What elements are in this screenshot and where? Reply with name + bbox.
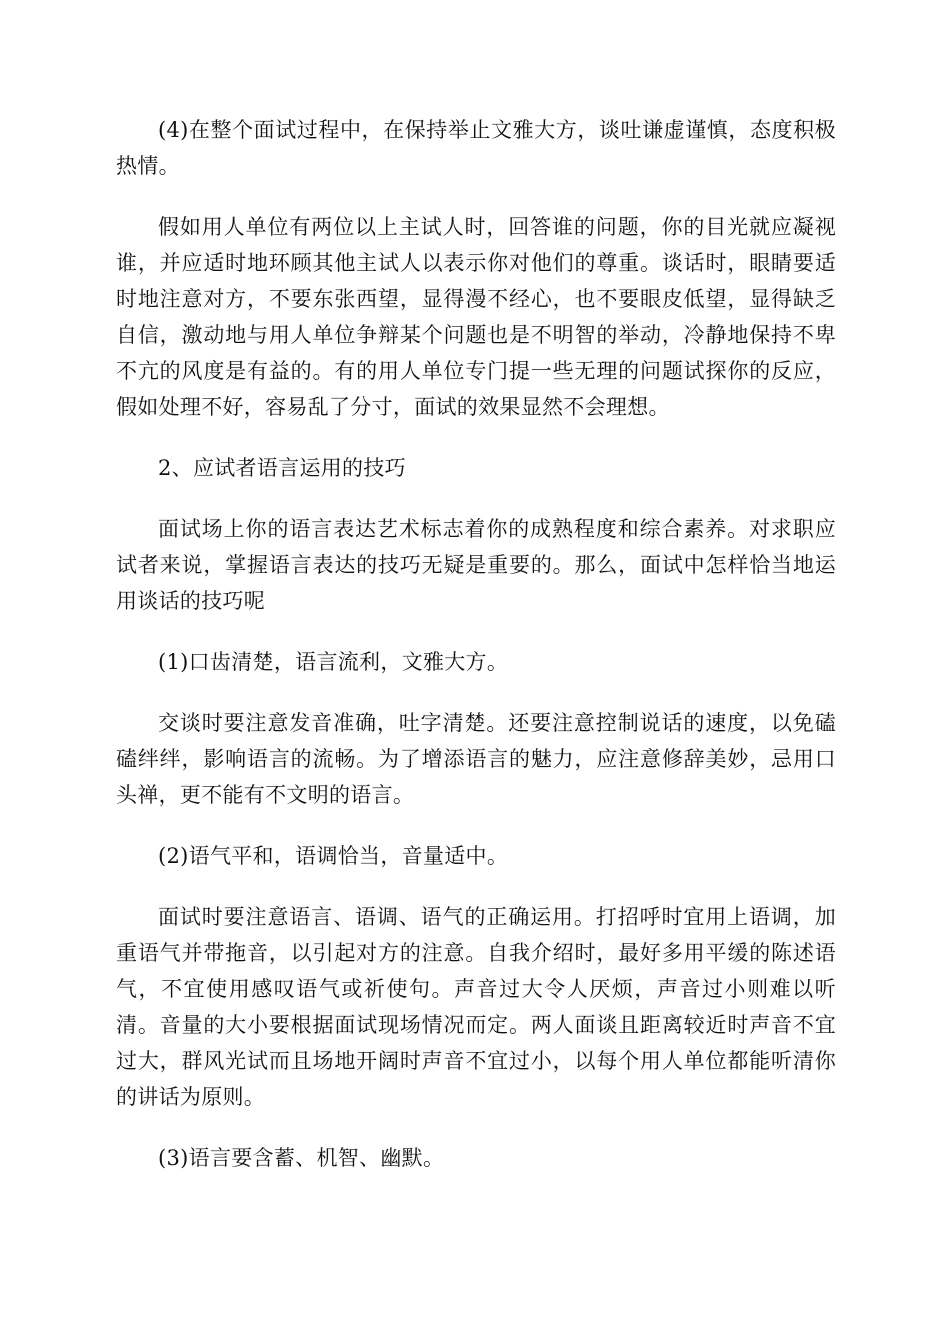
paragraph-item-3: (3)语言要含蓄、机智、幽默。 [158,1146,445,1170]
section-heading-language-skills: 2、应试者语言运用的技巧 [158,456,406,480]
document-body [116,112,836,1201]
paragraph-eye-contact: 假如用人单位有两位以上主试人时，回答谁的问题，你的目光就应凝视谁，并应适时地环顾其他主试人以表示你对他们的尊重。谈话时，眼睛要适时地注意对方，不要东张西望，显得漫不经心，也不要眼皮低望，显得缺乏自信，激动地与用人单位争辩某个问题也是不明智的举动，冷静地保持不卑不亢的风度是有益的。有的用人单位专门提一些无理的问题试探你的反应，假如处理不好，容易乱了分寸，面试的效果显然不会理想。 [116,215,836,419]
paragraph-item-1: (1)口齿清楚，语言流利，文雅大方。 [158,650,509,674]
paragraph-tone: 面试时要注意语言、语调、语气的正确运用。打招呼时宜用上语调，加重语气并带拖音，以引起对方的注意。自我介绍时，最好多用平缓的陈述语气，不宜使用感叹语气或祈使句。声音过大令人厌烦，声音过小则难以听清。音量的大小要根据面试现场情况而定。两人面谈且距离较近时声音不宜过大，群风光试而且场地开阔时声音不宜过小，以每个用人单位都能听清你的讲话为原则。 [116,905,836,1109]
paragraph-language-intro: 面试场上你的语言表达艺术标志着你的成熟程度和综合素养。对求职应试者来说，掌握语言表达的技巧无疑是重要的。那么，面试中怎样恰当地运用谈话的技巧呢 [116,517,836,613]
paragraph-item-4: (4)在整个面试过程中，在保持举止文雅大方，谈吐谦虚谨慎，态度积极热情。 [116,118,836,178]
paragraph-item-2: (2)语气平和，语调恰当，音量适中。 [158,844,509,868]
paragraph-pronunciation: 交谈时要注意发音准确，吐字清楚。还要注意控制说话的速度，以免磕磕绊绊，影响语言的流畅。为了增添语言的魅力，应注意修辞美妙，忌用口头禅，更不能有不文明的语言。 [116,711,836,807]
